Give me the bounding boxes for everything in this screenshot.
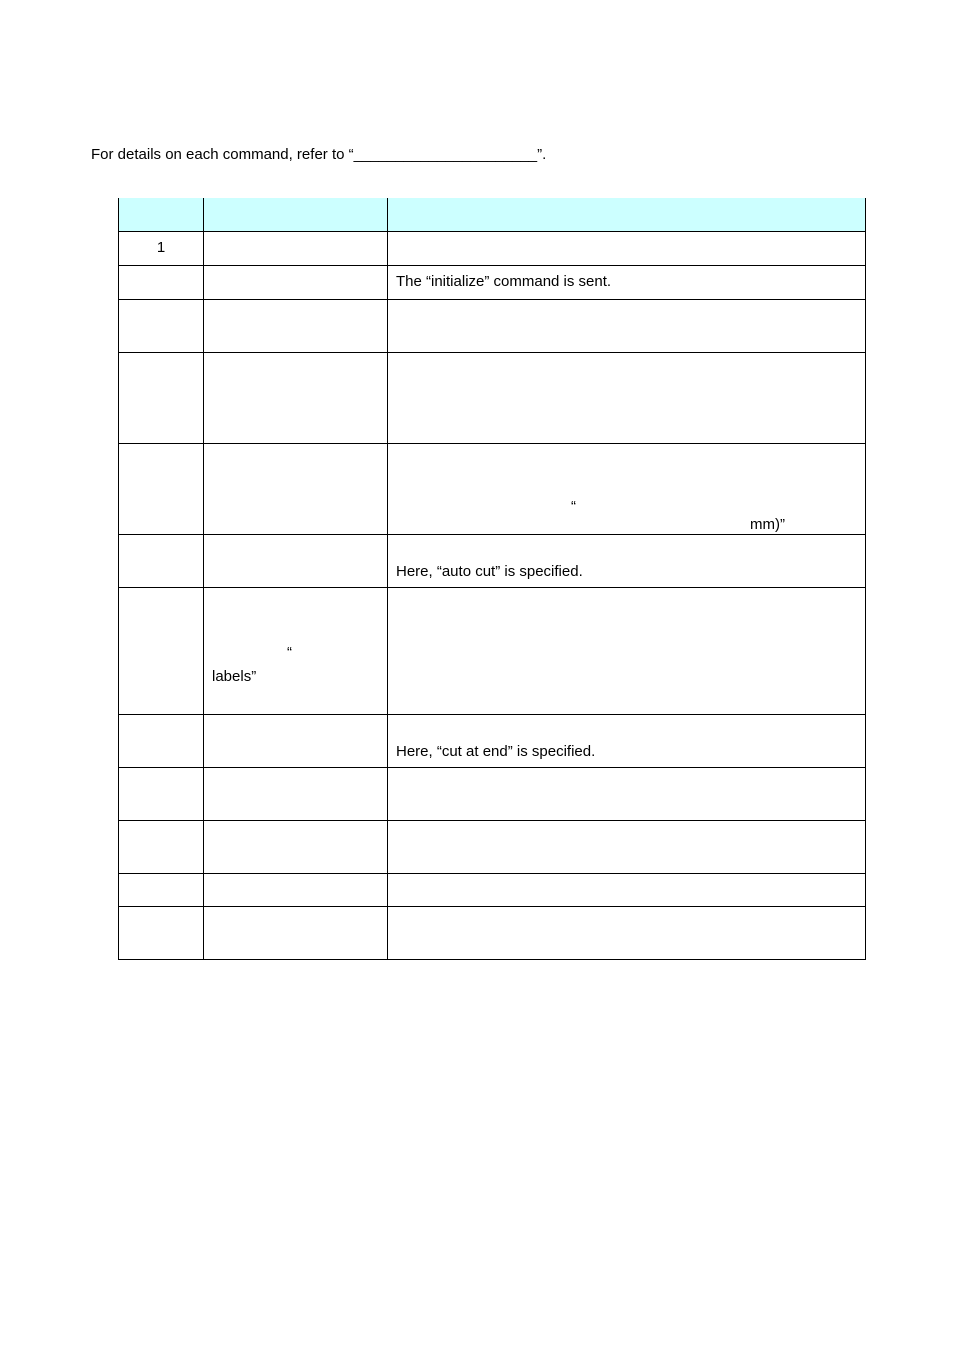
table-row (119, 587, 866, 714)
row-item (204, 231, 388, 265)
row-no (119, 906, 204, 959)
row-desc (388, 587, 866, 714)
header-item (204, 198, 388, 231)
row-item (204, 443, 388, 534)
table-row (119, 534, 866, 587)
size-unit-text: mm)” (750, 515, 785, 533)
row-item (204, 820, 388, 873)
table-row (119, 906, 866, 959)
row-no (119, 820, 204, 873)
row-item (204, 299, 388, 352)
table-header-row (119, 198, 866, 231)
command-table (118, 198, 866, 960)
header-no (119, 198, 204, 231)
row-no (119, 767, 204, 820)
row-item (204, 265, 388, 299)
header-description (388, 198, 866, 231)
row-item (204, 587, 388, 714)
row-no (119, 265, 204, 299)
table-row (119, 443, 866, 534)
row-desc: Here, “cut at end” is specified. (388, 714, 866, 767)
row-no (119, 587, 204, 714)
row-desc (388, 231, 866, 265)
row-item (204, 873, 388, 906)
table-row (119, 352, 866, 443)
row-desc: Here, “auto cut” is specified. (388, 534, 866, 587)
row-no: 1 (119, 231, 204, 265)
table-row (119, 299, 866, 352)
row-desc (388, 906, 866, 959)
row-desc (388, 299, 866, 352)
row-item (204, 534, 388, 587)
table-row (119, 265, 866, 299)
row-desc (388, 352, 866, 443)
row-item (204, 767, 388, 820)
row-item (204, 352, 388, 443)
row-desc (388, 443, 866, 534)
intro-text: For details on each command, refer to “______________________”. (91, 146, 547, 163)
table-row (119, 820, 866, 873)
row-no (119, 873, 204, 906)
row-item (204, 906, 388, 959)
row-desc (388, 873, 866, 906)
labels-item (212, 624, 379, 685)
paper-size-text (396, 480, 857, 533)
labels-text: labels” (212, 667, 257, 685)
row-no (119, 299, 204, 352)
table-row (119, 231, 866, 265)
row-no (119, 534, 204, 587)
row-no (119, 352, 204, 443)
row-desc (388, 820, 866, 873)
row-desc (388, 767, 866, 820)
open-quote: “ (571, 497, 576, 515)
row-item (204, 714, 388, 767)
row-no (119, 714, 204, 767)
table-row (119, 714, 866, 767)
open-quote: “ (287, 643, 292, 661)
row-no (119, 443, 204, 534)
row-desc: The “initialize” command is sent. (388, 265, 866, 299)
table-row (119, 873, 866, 906)
table-row (119, 767, 866, 820)
